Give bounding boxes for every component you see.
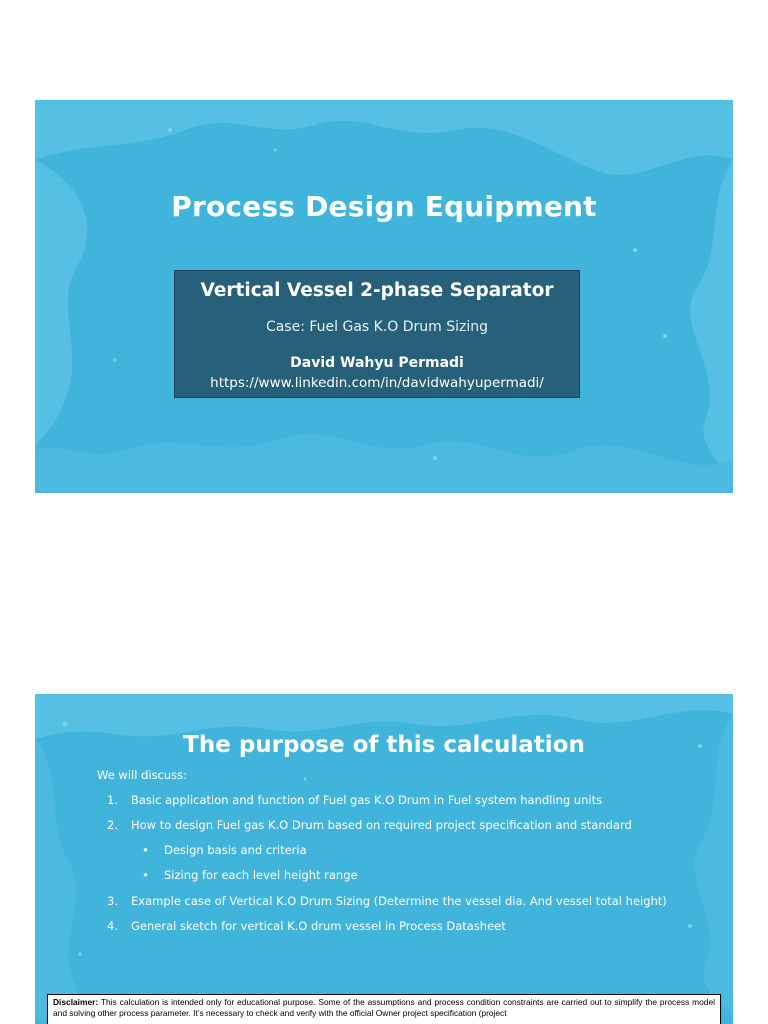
item-number: 1. bbox=[107, 793, 118, 807]
disclaimer-box bbox=[47, 994, 721, 1024]
item-text: Basic application and function of Fuel gas K.O Drum in Fuel system handling units bbox=[131, 793, 603, 807]
slide-title: Process Design Equipment bbox=[171, 190, 597, 223]
sub-list-item bbox=[142, 868, 358, 882]
bullet: • bbox=[142, 843, 149, 857]
item-number: 4. bbox=[107, 919, 118, 933]
item-text: Example case of Vertical K.O Drum Sizing (Determine the vessel dia. And vessel total height) bbox=[131, 894, 667, 908]
list-item bbox=[107, 818, 632, 832]
intro-text: We will discuss: bbox=[97, 768, 188, 782]
list-item bbox=[107, 919, 506, 933]
item-text: Design basis and criteria bbox=[164, 843, 307, 857]
sub-list-item bbox=[142, 843, 307, 857]
slide-title: The purpose of this calculation bbox=[183, 732, 585, 758]
bullet: • bbox=[142, 868, 149, 882]
item-text: General sketch for vertical K.O drum vessel in Process Datasheet bbox=[131, 919, 506, 933]
box-heading: Vertical Vessel 2-phase Separator bbox=[200, 280, 554, 301]
item-number: 2. bbox=[107, 818, 118, 832]
item-text: How to design Fuel gas K.O Drum based on required project specification and standard bbox=[131, 818, 632, 832]
item-number: 3. bbox=[107, 894, 118, 908]
linkedin-link[interactable]: https://www.linkedin.com/in/davidwahyupermadi/ bbox=[210, 375, 544, 391]
purpose-slide bbox=[35, 694, 733, 1024]
list-item bbox=[107, 793, 602, 807]
disclaimer-text: This calculation is intended only for educational purpose. Some of the assumptions and process condition constraints are carried out to simplify the process model and solving other process parameter. It’s necessary to check and verify with the official Owner project specification (project bbox=[53, 997, 715, 1018]
info-box bbox=[174, 270, 580, 398]
box-author: David Wahyu Permadi bbox=[290, 355, 464, 371]
title-slide bbox=[35, 100, 733, 493]
item-text: Sizing for each level height range bbox=[164, 868, 358, 882]
disclaimer-label: Disclaimer: bbox=[53, 997, 99, 1007]
box-case: Case: Fuel Gas K.O Drum Sizing bbox=[265, 319, 489, 335]
list-item bbox=[107, 894, 667, 908]
